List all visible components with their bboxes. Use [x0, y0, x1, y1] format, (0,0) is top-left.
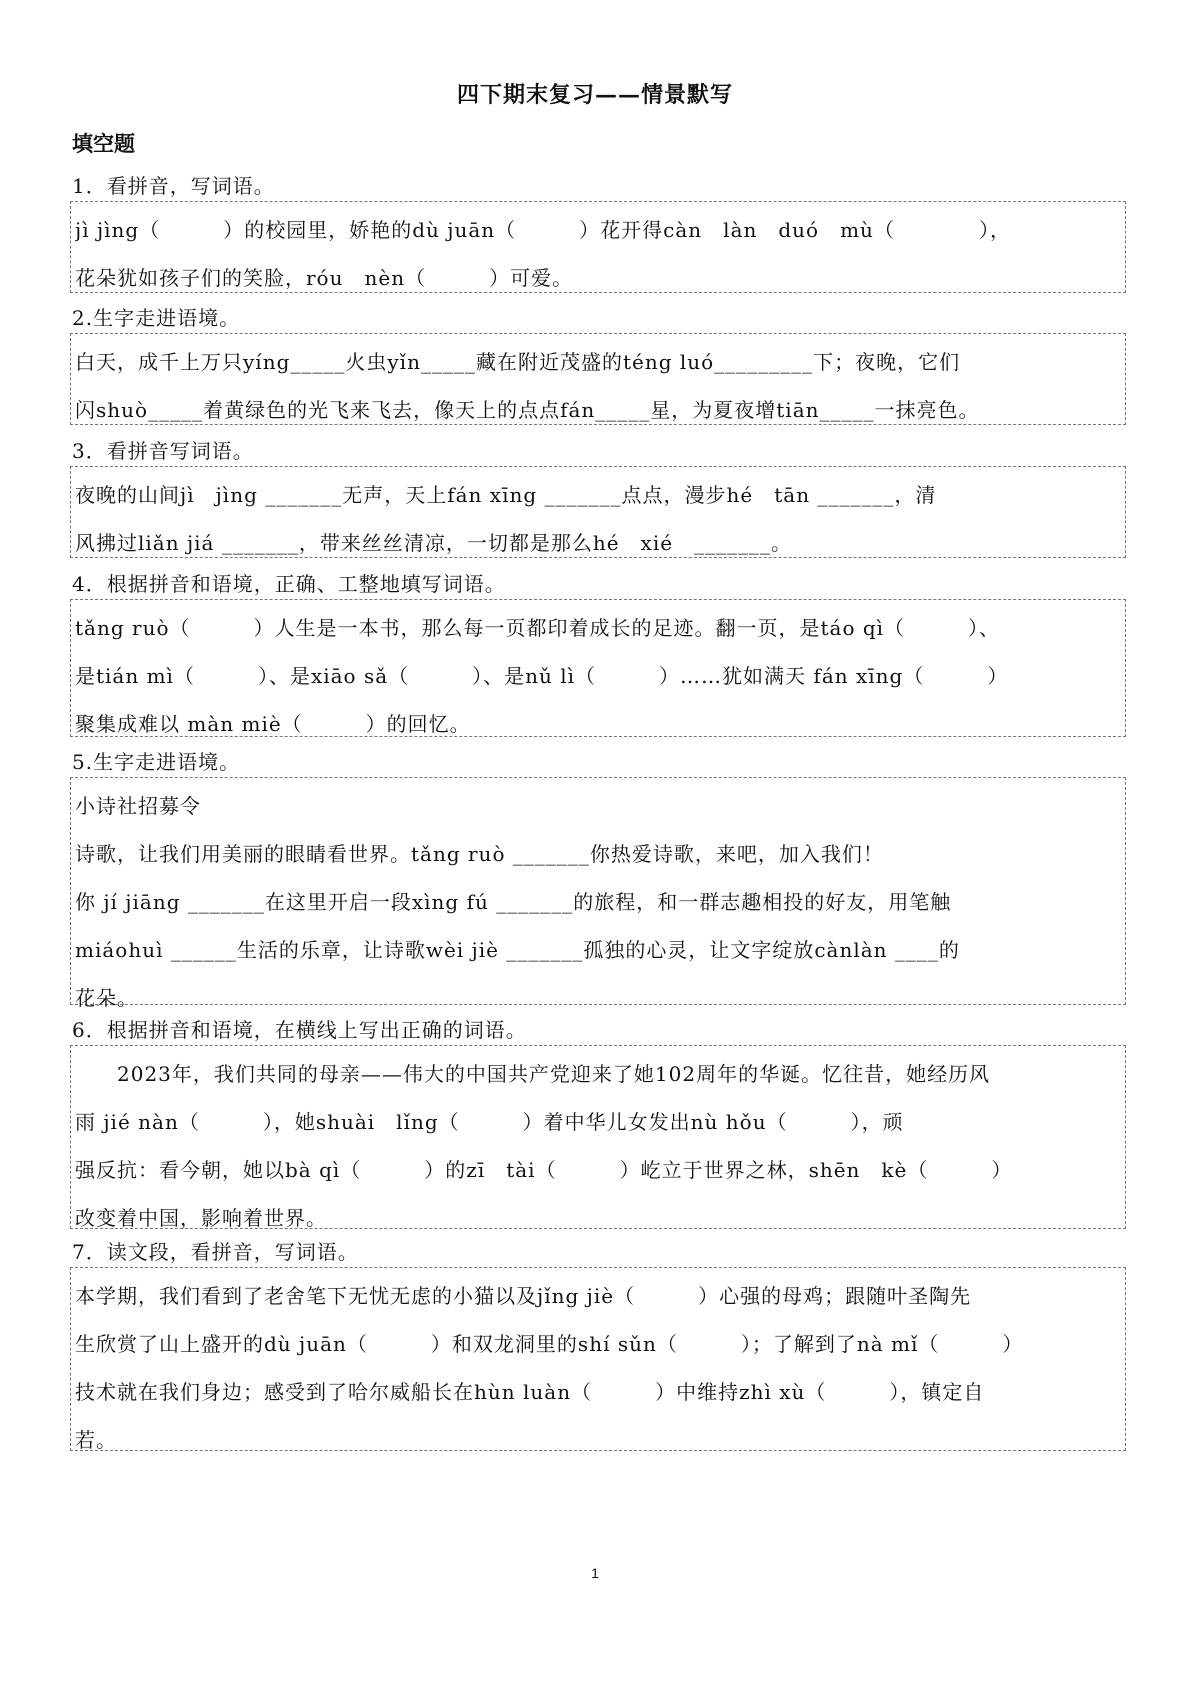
- question-7-line: 技术就在我们身边；感受到了哈尔威船长在hùn luàn（ ）中维持zhì xù（ ），镇定自: [75, 1380, 985, 1404]
- question-6-line: 改变着中国，影响着世界。: [75, 1206, 327, 1230]
- question-5-prompt: 5.生字走进语境。: [72, 750, 241, 774]
- question-5-line: 你 jí jiāng _______在这里开启一段xìng fú _______的旅程，和一群志趣相投的好友，用笔触: [75, 890, 952, 914]
- question-7-prompt: 7．读文段，看拼音，写词语。: [72, 1240, 359, 1264]
- question-1-box: [70, 201, 1126, 293]
- question-7-line: 若。: [75, 1428, 117, 1452]
- page-title: 四下期末复习——情景默写: [456, 82, 733, 108]
- page-number: 1: [591, 1565, 599, 1581]
- question-4-line: tǎng ruò（ ）人生是一本书，那么每一页都印着成长的足迹。翻一页，是táo qì（ ）、: [75, 616, 1001, 640]
- question-5-box: [70, 777, 1126, 1010]
- question-1-prompt: 1．看拼音，写词语。: [72, 174, 275, 198]
- question-3-box: [70, 466, 1126, 558]
- question-1-line: 花朵犹如孩子们的笑脸，róu nèn（ ）可爱。: [75, 266, 574, 290]
- question-6-line: 强反抗：看今朝，她以bà qì（ ）的zī tài（ ）屹立于世界之林，shēn kè（ ）: [75, 1158, 1013, 1182]
- question-4-box: [70, 599, 1126, 737]
- question-7-line: 生欣赏了山上盛开的dù juān（ ）和双龙洞里的shí sǔn（ ）；了解到了nà mǐ（ ）: [75, 1332, 1024, 1356]
- question-5-line: 诗歌，让我们用美丽的眼睛看世界。tǎng ruò _______你热爱诗歌，来吧，加入我们！: [75, 842, 884, 866]
- question-5-line: miáohuì ______生活的乐章，让诗歌wèi jiè _______孤独的心灵，让文字绽放cànlàn ____的: [75, 938, 960, 962]
- question-6-line: 2023年，我们共同的母亲——伟大的中国共产党迎来了她102周年的华诞。忆往昔，她经历风: [75, 1062, 991, 1086]
- question-3-prompt: 3．看拼音写词语。: [72, 439, 254, 463]
- question-2-box: [70, 333, 1126, 425]
- question-7-box: [70, 1267, 1126, 1451]
- section-heading: 填空题: [72, 131, 135, 156]
- question-5-line: 小诗社招募令: [75, 794, 201, 818]
- question-3-line: 风拂过liǎn jiá _______，带来丝丝清凉，一切都是那么hé xié _______。: [75, 531, 793, 555]
- question-4-line: 是tián mì（ ）、是xiāo sǎ（ ）、是nǔ lì（ ）……犹如满天 fán xīng（ ）: [75, 664, 1009, 688]
- question-7-line: 本学期，我们看到了老舍笔下无忧无虑的小猫以及jǐng jiè（ ）心强的母鸡；跟随叶圣陶先: [75, 1284, 972, 1308]
- question-2-prompt: 2.生字走进语境。: [72, 306, 241, 330]
- question-6-prompt: 6．根据拼音和语境，在横线上写出正确的词语。: [72, 1018, 527, 1042]
- question-1-line: jì jìng（ ）的校园里，娇艳的dù juān（ ）花开得càn làn duó mù（ ），: [75, 218, 1011, 242]
- question-4-prompt: 4．根据拼音和语境，正确、工整地填写词语。: [72, 572, 506, 596]
- question-2-line: 白天，成千上万只yíng_____火虫yǐn_____藏在附近茂盛的téng luó_________下；夜晚，它们: [75, 350, 961, 374]
- question-2-line: 闪shuò_____着黄绿色的光飞来飞去，像天上的点点fán_____星，为夏夜增tiān_____一抹亮色。: [75, 398, 980, 422]
- question-6-line: 雨 jié nàn（ ），她shuài lǐng（ ）着中华儿女发出nù hǒu（ ），顽: [75, 1110, 904, 1134]
- question-6-box: [70, 1045, 1126, 1229]
- question-4-line: 聚集成难以 màn miè（ ）的回忆。: [75, 712, 471, 736]
- question-5-line: 花朵。: [75, 986, 138, 1010]
- question-3-line: 夜晚的山间jì jìng _______无声，天上fán xīng _______点点，漫步hé tān _______，清: [75, 483, 937, 507]
